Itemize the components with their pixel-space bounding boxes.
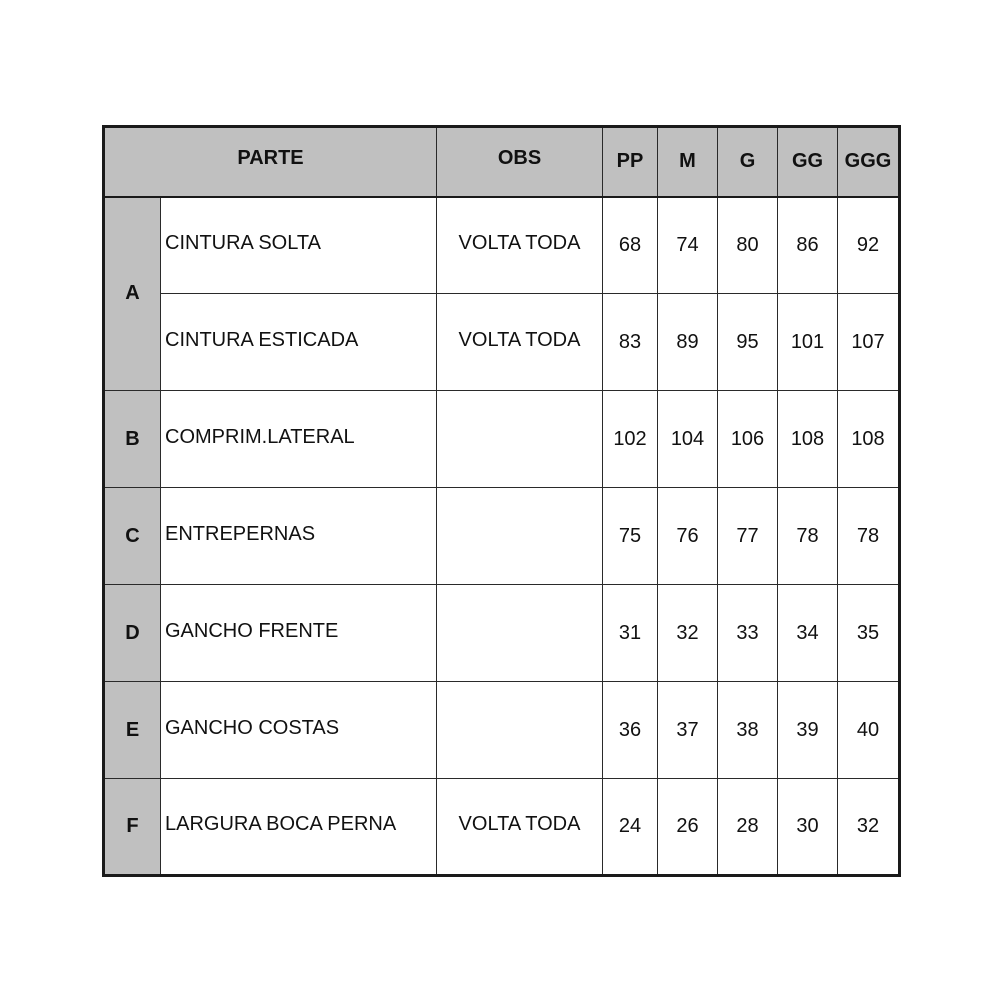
part-name: LARGURA BOCA PERNA <box>161 779 437 876</box>
obs-note: VOLTA TODA <box>437 779 603 876</box>
size-measurement-table <box>102 125 901 877</box>
value-m: 76 <box>658 488 718 585</box>
obs-note <box>437 682 603 779</box>
value-m: 26 <box>658 779 718 876</box>
table-row <box>104 197 900 294</box>
part-name: CINTURA ESTICADA <box>161 294 437 391</box>
value-g: 80 <box>718 197 778 294</box>
value-gg: 34 <box>778 585 838 682</box>
group-letter-f: F <box>104 779 161 876</box>
value-gg: 101 <box>778 294 838 391</box>
header-size-ggg: GGG <box>838 127 900 197</box>
table-header <box>104 127 900 197</box>
value-ggg: 32 <box>838 779 900 876</box>
value-pp: 24 <box>603 779 658 876</box>
value-pp: 36 <box>603 682 658 779</box>
value-gg: 86 <box>778 197 838 294</box>
table-row <box>104 488 900 585</box>
obs-note: VOLTA TODA <box>437 197 603 294</box>
part-name: CINTURA SOLTA <box>161 197 437 294</box>
value-pp: 31 <box>603 585 658 682</box>
obs-note <box>437 585 603 682</box>
table-row <box>104 779 900 876</box>
value-pp: 102 <box>603 391 658 488</box>
obs-note <box>437 391 603 488</box>
value-ggg: 108 <box>838 391 900 488</box>
value-pp: 83 <box>603 294 658 391</box>
value-pp: 75 <box>603 488 658 585</box>
value-ggg: 35 <box>838 585 900 682</box>
value-g: 28 <box>718 779 778 876</box>
value-g: 33 <box>718 585 778 682</box>
header-size-pp: PP <box>603 127 658 197</box>
value-g: 38 <box>718 682 778 779</box>
group-letter-c: C <box>104 488 161 585</box>
header-parte: PARTE <box>104 127 437 197</box>
header-obs: OBS <box>437 127 603 197</box>
value-gg: 78 <box>778 488 838 585</box>
value-ggg: 107 <box>838 294 900 391</box>
obs-note: VOLTA TODA <box>437 294 603 391</box>
table-row <box>104 294 900 391</box>
table-row <box>104 682 900 779</box>
value-gg: 30 <box>778 779 838 876</box>
part-name: GANCHO COSTAS <box>161 682 437 779</box>
header-size-g: G <box>718 127 778 197</box>
value-g: 77 <box>718 488 778 585</box>
header-row <box>104 127 900 197</box>
value-m: 74 <box>658 197 718 294</box>
value-m: 37 <box>658 682 718 779</box>
table-body <box>104 197 900 876</box>
part-name: COMPRIM.LATERAL <box>161 391 437 488</box>
value-gg: 39 <box>778 682 838 779</box>
header-size-m: M <box>658 127 718 197</box>
obs-note <box>437 488 603 585</box>
table-row <box>104 391 900 488</box>
header-size-gg: GG <box>778 127 838 197</box>
group-letter-d: D <box>104 585 161 682</box>
group-letter-b: B <box>104 391 161 488</box>
value-g: 95 <box>718 294 778 391</box>
value-g: 106 <box>718 391 778 488</box>
value-m: 104 <box>658 391 718 488</box>
table-row <box>104 585 900 682</box>
group-letter-e: E <box>104 682 161 779</box>
part-name: GANCHO FRENTE <box>161 585 437 682</box>
value-ggg: 40 <box>838 682 900 779</box>
group-letter-a: A <box>104 197 161 391</box>
value-ggg: 92 <box>838 197 900 294</box>
value-pp: 68 <box>603 197 658 294</box>
part-name: ENTREPERNAS <box>161 488 437 585</box>
value-m: 32 <box>658 585 718 682</box>
value-m: 89 <box>658 294 718 391</box>
value-gg: 108 <box>778 391 838 488</box>
value-ggg: 78 <box>838 488 900 585</box>
